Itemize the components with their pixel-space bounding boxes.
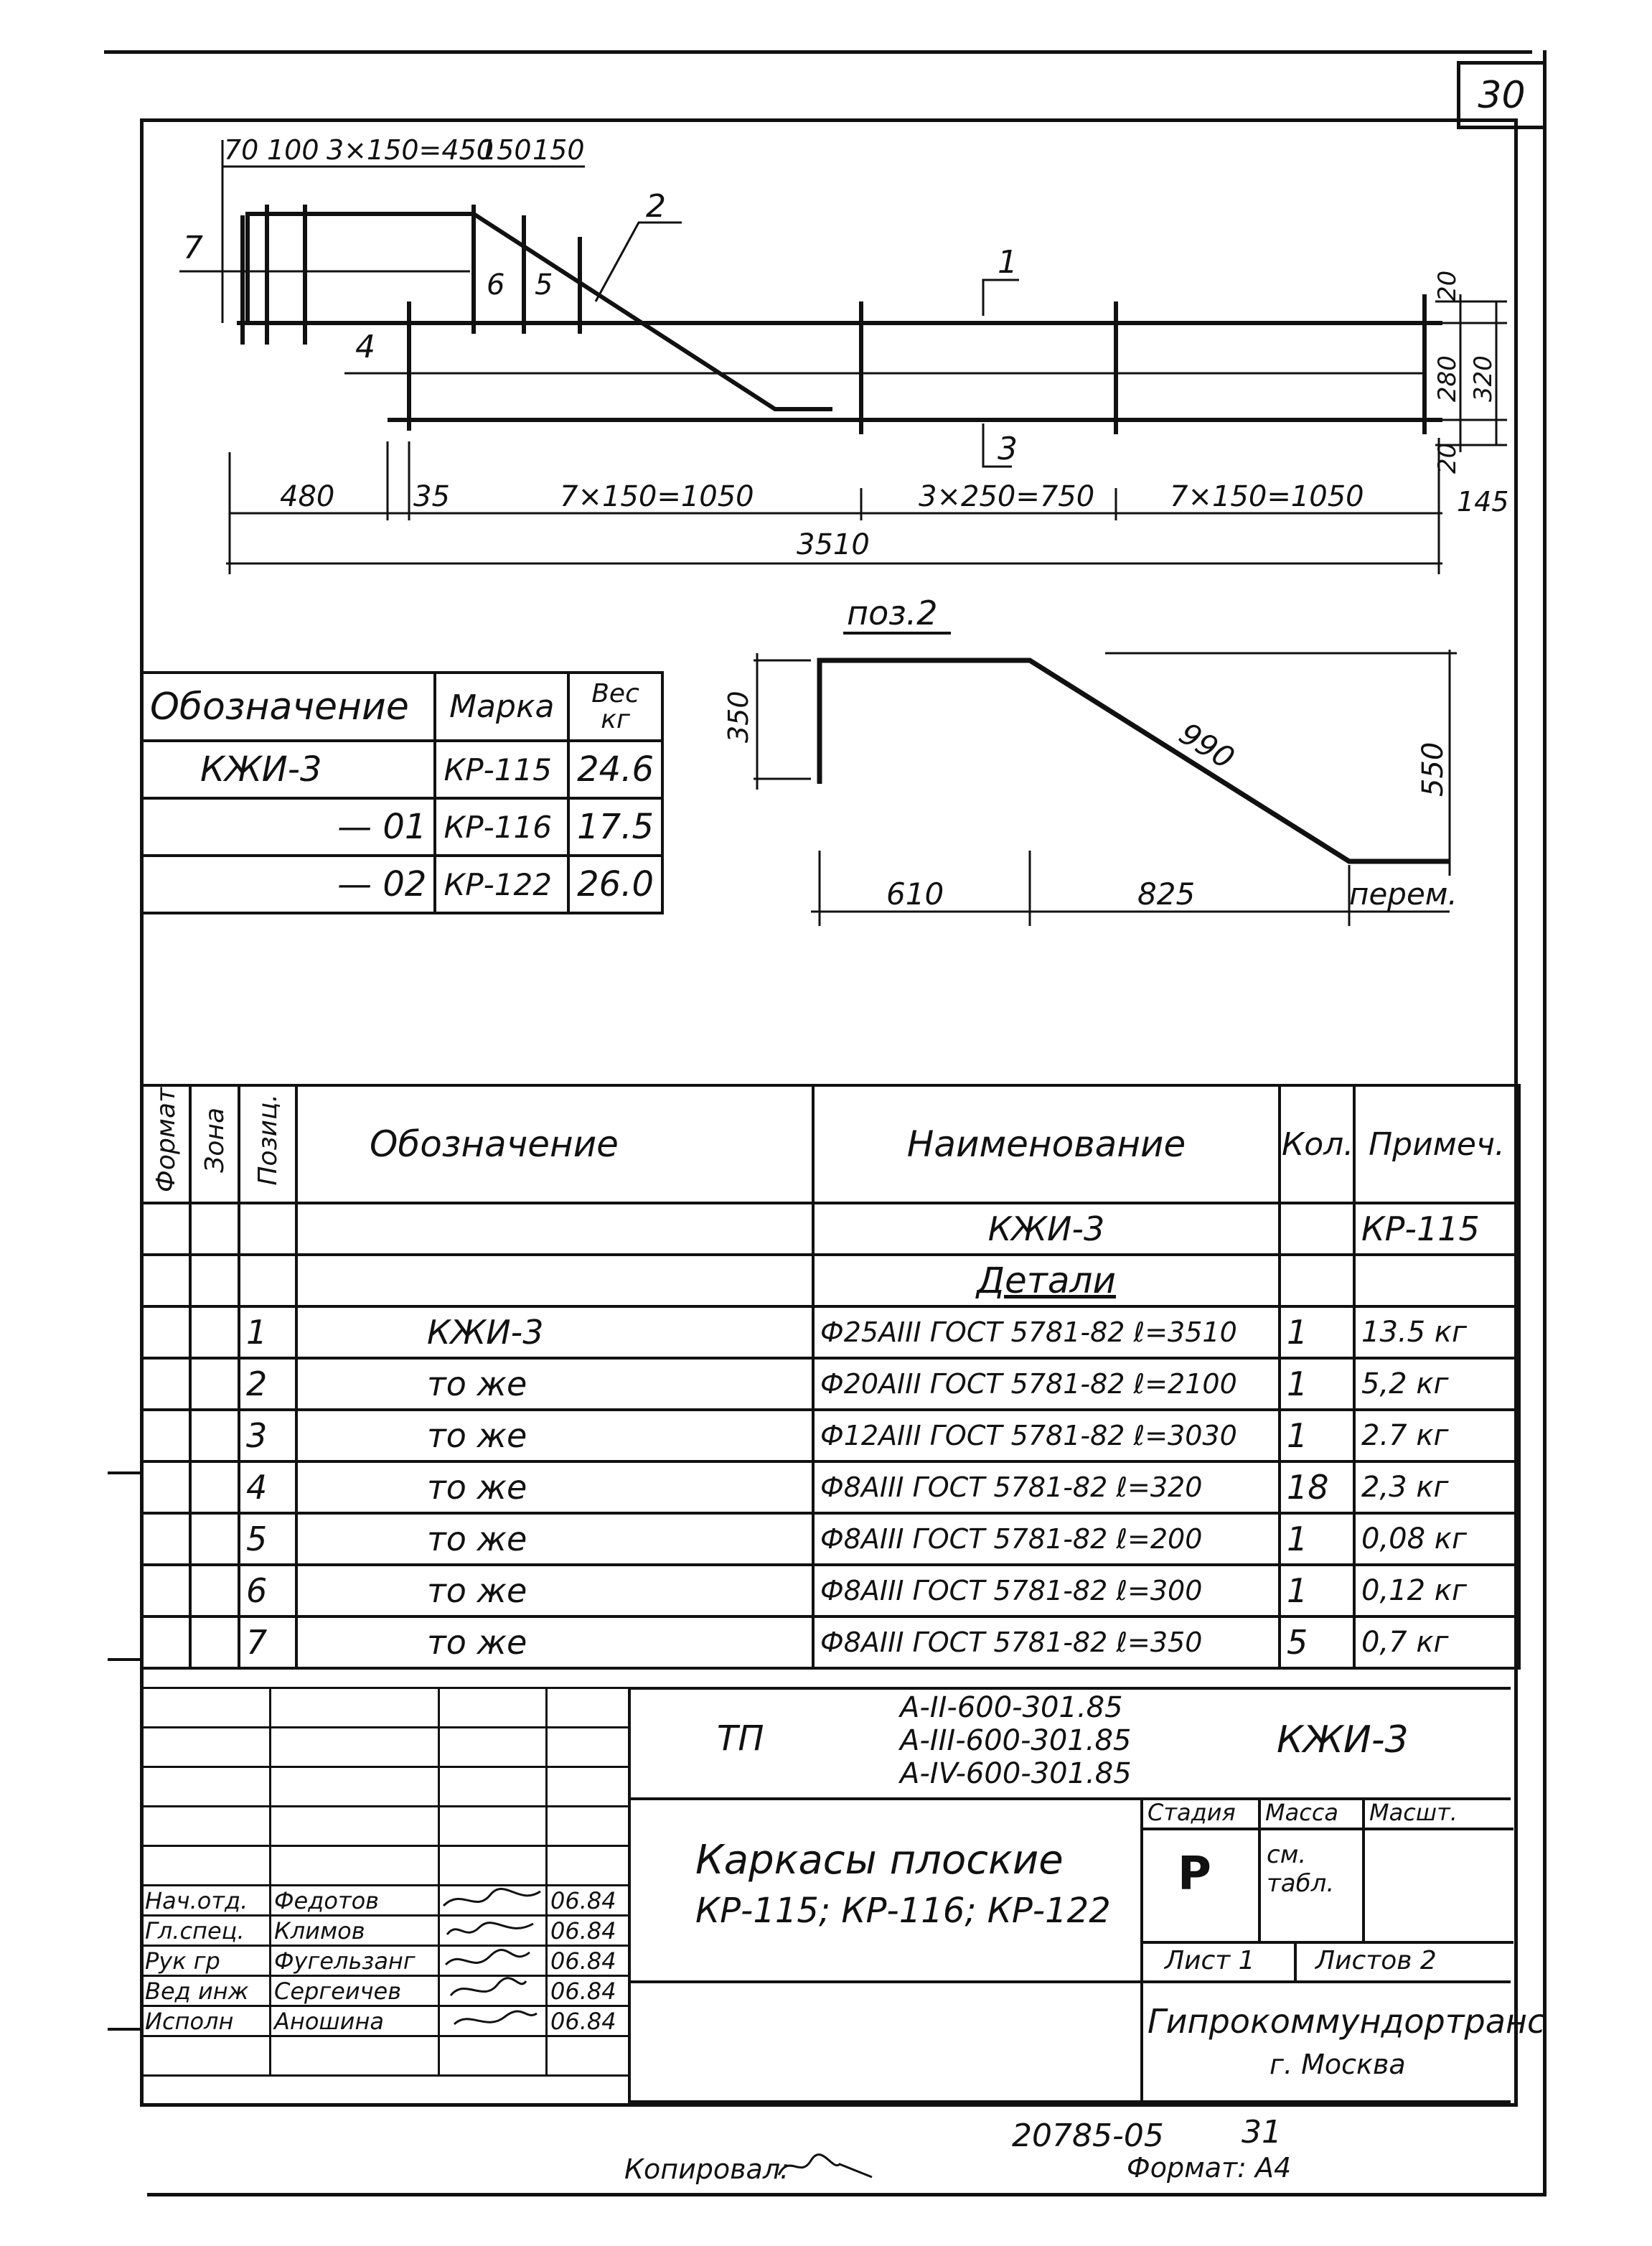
mark-weight: 17.5: [568, 798, 662, 856]
spec-header-format: Формат: [141, 1085, 190, 1203]
signature-scribble: [454, 2011, 537, 2024]
row-name: Ф8АIII ГОСТ 5781-82 ℓ=200: [813, 1513, 1280, 1565]
pos-label-5: 5: [535, 268, 553, 301]
spec-table: [140, 1084, 1521, 1670]
row-designation: КЖИ-3: [296, 1306, 813, 1358]
row-name: Ф8АIII ГОСТ 5781-82 ℓ=300: [813, 1565, 1280, 1616]
scale-label: Масшт.: [1369, 1799, 1458, 1826]
drawing-code: КЖИ-3: [1277, 1718, 1409, 1761]
spec-header-name: Наименование: [813, 1085, 1280, 1203]
pos2-dim-350: 350: [723, 691, 754, 743]
tp-label: ТП: [717, 1718, 764, 1759]
sig-date: 06.84: [547, 2006, 629, 2036]
organization: Гипрокоммундортранс: [1148, 2002, 1546, 2041]
stage-value: Р: [1178, 1848, 1211, 1901]
row-pos: 7: [239, 1616, 296, 1668]
dim-bottom-480: 480: [280, 480, 335, 513]
spec-header: [141, 1085, 1519, 1203]
mark-value: КР-122: [435, 856, 568, 913]
assembly-note: КР-115: [1354, 1203, 1519, 1255]
spec-header-zone: Зона: [190, 1085, 239, 1203]
project-code-2: А-III-600-301.85: [900, 1724, 1132, 1757]
title-line-2: КР-115; КР-116; КР-122: [695, 1891, 1111, 1931]
table-row: [141, 798, 662, 856]
sig-name: Сергеичев: [271, 1976, 439, 2006]
pos2-title: поз.2: [847, 594, 938, 632]
pos2-shape: [820, 660, 1450, 861]
row-designation: то же: [296, 1410, 813, 1461]
spec-header-note: Примеч.: [1354, 1085, 1519, 1203]
stage-area: [1140, 1797, 1513, 1980]
project-code-1: А-II-600-301.85: [900, 1691, 1123, 1724]
table-row: [141, 1255, 1519, 1306]
sig-name: Аношина: [271, 2006, 439, 2036]
table-row: [141, 1461, 1519, 1513]
row-note: 0,08 кг: [1354, 1513, 1519, 1565]
margin-tick: [108, 2028, 142, 2031]
pos-label-6: 6: [487, 268, 505, 301]
table-row: [141, 1358, 1519, 1410]
mark-header-designation: Обозначение: [141, 673, 435, 741]
mark-designation: — 01: [141, 798, 435, 856]
row-qty: 1: [1280, 1565, 1354, 1616]
row-designation: то же: [296, 1513, 813, 1565]
table-row: [141, 1616, 1519, 1668]
pos2-dim-var: перем.: [1349, 876, 1458, 912]
dim-right-145: 145: [1457, 486, 1509, 518]
row-designation: то же: [296, 1461, 813, 1513]
row-qty: 1: [1280, 1410, 1354, 1461]
sig-role: Рук гр: [141, 1946, 271, 1976]
signatures-drawing: [440, 1884, 544, 2039]
dim-total: 3510: [797, 528, 870, 561]
row-name: Ф8АIII ГОСТ 5781-82 ℓ=320: [813, 1461, 1280, 1513]
row-pos: 2: [239, 1358, 296, 1410]
signature-row: [141, 1886, 629, 1916]
mass-value: см. табл.: [1267, 1840, 1335, 1898]
row-designation: то же: [296, 1565, 813, 1616]
sheets-label: Листов 2: [1315, 1946, 1437, 1975]
table-row: [141, 741, 662, 798]
sig-role: Вед инж: [141, 1976, 271, 2006]
signature-row: [141, 2006, 629, 2036]
table-row: [141, 856, 662, 913]
table-row: [141, 1203, 1519, 1255]
row-designation: то же: [296, 1616, 813, 1668]
pos-label-1: 1: [998, 244, 1018, 281]
dim-right-20a: 20: [1433, 270, 1462, 301]
pos2-dim-825: 825: [1137, 876, 1196, 912]
sig-name: Фугельзанг: [271, 1946, 439, 1976]
row-name: Ф8АIII ГОСТ 5781-82 ℓ=350: [813, 1616, 1280, 1668]
sheet-label: Лист 1: [1165, 1946, 1255, 1975]
title-right: [628, 1687, 1546, 2103]
dim-bottom-35: 35: [413, 480, 450, 513]
row-pos: 4: [239, 1461, 296, 1513]
pos-label-2: 2: [646, 188, 666, 225]
mark-weight: 24.6: [568, 741, 662, 798]
row-note: 13.5 кг: [1354, 1306, 1519, 1358]
format-label: Формат: А4: [1127, 2152, 1292, 2184]
row-qty: 5: [1280, 1616, 1354, 1668]
row-note: 0,12 кг: [1354, 1565, 1519, 1616]
mark-table-header: [141, 673, 662, 741]
sig-name: Климов: [271, 1916, 439, 1946]
sig-role: Гл.спец.: [141, 1916, 271, 1946]
margin-tick: [108, 1658, 142, 1661]
row-qty: 1: [1280, 1306, 1354, 1358]
stage-label: Стадия: [1148, 1799, 1236, 1826]
signature-row: [141, 1976, 629, 2006]
title-line-1: Каркасы плоские: [695, 1837, 1064, 1884]
dim-top-5: 150: [532, 134, 585, 166]
city: г. Москва: [1269, 2049, 1406, 2080]
table-row: [141, 1565, 1519, 1616]
table-row: [141, 1410, 1519, 1461]
spec-header-qty: Кол.: [1280, 1085, 1354, 1203]
table-row: [141, 1306, 1519, 1358]
pos2-dim-610: 610: [886, 876, 944, 912]
signature-scribble: [447, 1923, 533, 1934]
pos-label-7: 7: [183, 230, 203, 266]
mark-table: [140, 671, 664, 914]
signature-row: [141, 1946, 629, 1976]
doc-number: 20785-05: [1012, 2118, 1164, 2154]
sheet-number: 30: [1478, 73, 1526, 117]
pos2-dim-990: 990: [1173, 715, 1241, 776]
dim-top-4: 150: [479, 134, 532, 166]
pos-label-4: 4: [355, 329, 375, 365]
signature-scribble: [451, 1978, 526, 1995]
sig-date: 06.84: [547, 1946, 629, 1976]
mark-weight: 26.0: [568, 856, 662, 913]
table-row: [141, 1513, 1519, 1565]
copied-by-signature: [775, 2150, 876, 2186]
row-note: 2.7 кг: [1354, 1410, 1519, 1461]
bottom-border-line: [147, 2193, 1547, 2196]
dim-bottom-1050b: 7×150=1050: [1170, 480, 1364, 513]
row-pos: 6: [239, 1565, 296, 1616]
bar-pos2: [248, 214, 832, 409]
signature-scribble: [446, 1950, 530, 1965]
dim-bottom-750: 3×250=750: [919, 480, 1095, 513]
row-qty: 1: [1280, 1358, 1354, 1410]
sig-date: 06.84: [547, 1976, 629, 2006]
row-note: 5,2 кг: [1354, 1358, 1519, 1410]
dim-right-280: 280: [1433, 355, 1462, 402]
project-code-3: А-IV-600-301.85: [900, 1757, 1132, 1790]
dim-bottom-1050a: 7×150=1050: [560, 480, 754, 513]
dim-right-20b: 20: [1433, 442, 1462, 474]
row-pos: 3: [239, 1410, 296, 1461]
row-name: Ф25АIII ГОСТ 5781-82 ℓ=3510: [813, 1306, 1280, 1358]
mark-value: КР-116: [435, 798, 568, 856]
row-name: Ф12АIII ГОСТ 5781-82 ℓ=3030: [813, 1410, 1280, 1461]
footer-page: 31: [1242, 2114, 1282, 2151]
mark-designation: — 02: [141, 856, 435, 913]
row-name: Ф20АIII ГОСТ 5781-82 ℓ=2100: [813, 1358, 1280, 1410]
sig-name: Федотов: [271, 1886, 439, 1916]
dim-top-1: 70: [224, 134, 259, 166]
row-qty: 1: [1280, 1513, 1354, 1565]
sig-role: Исполн: [141, 2006, 271, 2036]
row-pos: 5: [239, 1513, 296, 1565]
pos2-dim-550: 550: [1417, 741, 1450, 797]
row-note: 0,7 кг: [1354, 1616, 1519, 1668]
assembly-name: КЖИ-3: [813, 1203, 1280, 1255]
copied-by-label: Копировал:: [624, 2153, 789, 2185]
row-designation: то же: [296, 1358, 813, 1410]
sig-date: 06.84: [547, 1886, 629, 1916]
spec-header-designation: Обозначение: [296, 1085, 813, 1203]
dim-right-320: 320: [1469, 355, 1498, 402]
mass-label: Масса: [1265, 1799, 1339, 1826]
dim-top-3: 3×150=450: [327, 134, 494, 166]
sig-date: 06.84: [547, 1916, 629, 1946]
mark-header-weight: Вес кг: [568, 673, 662, 741]
margin-tick: [108, 1471, 142, 1474]
row-qty: 18: [1280, 1461, 1354, 1513]
mark-value: КР-115: [435, 741, 568, 798]
row-note: 2,3 кг: [1354, 1461, 1519, 1513]
pos-label-3: 3: [998, 431, 1018, 467]
signature-scribble: [443, 1889, 540, 1906]
mark-header-mark: Марка: [435, 673, 568, 741]
pos2-drawing: [703, 581, 1507, 955]
spec-header-pos: Позиц.: [239, 1085, 296, 1203]
signature-row: [141, 1916, 629, 1946]
sig-role: Нач.отд.: [141, 1886, 271, 1916]
title-block: [140, 1687, 1546, 2103]
row-pos: 1: [239, 1306, 296, 1358]
dim-top-2: 100: [267, 134, 319, 166]
frame-drawing: [0, 0, 1652, 596]
section-title: Детали: [813, 1255, 1280, 1306]
signature-grid: [140, 1687, 630, 2077]
mark-designation: КЖИ-3: [141, 741, 435, 798]
